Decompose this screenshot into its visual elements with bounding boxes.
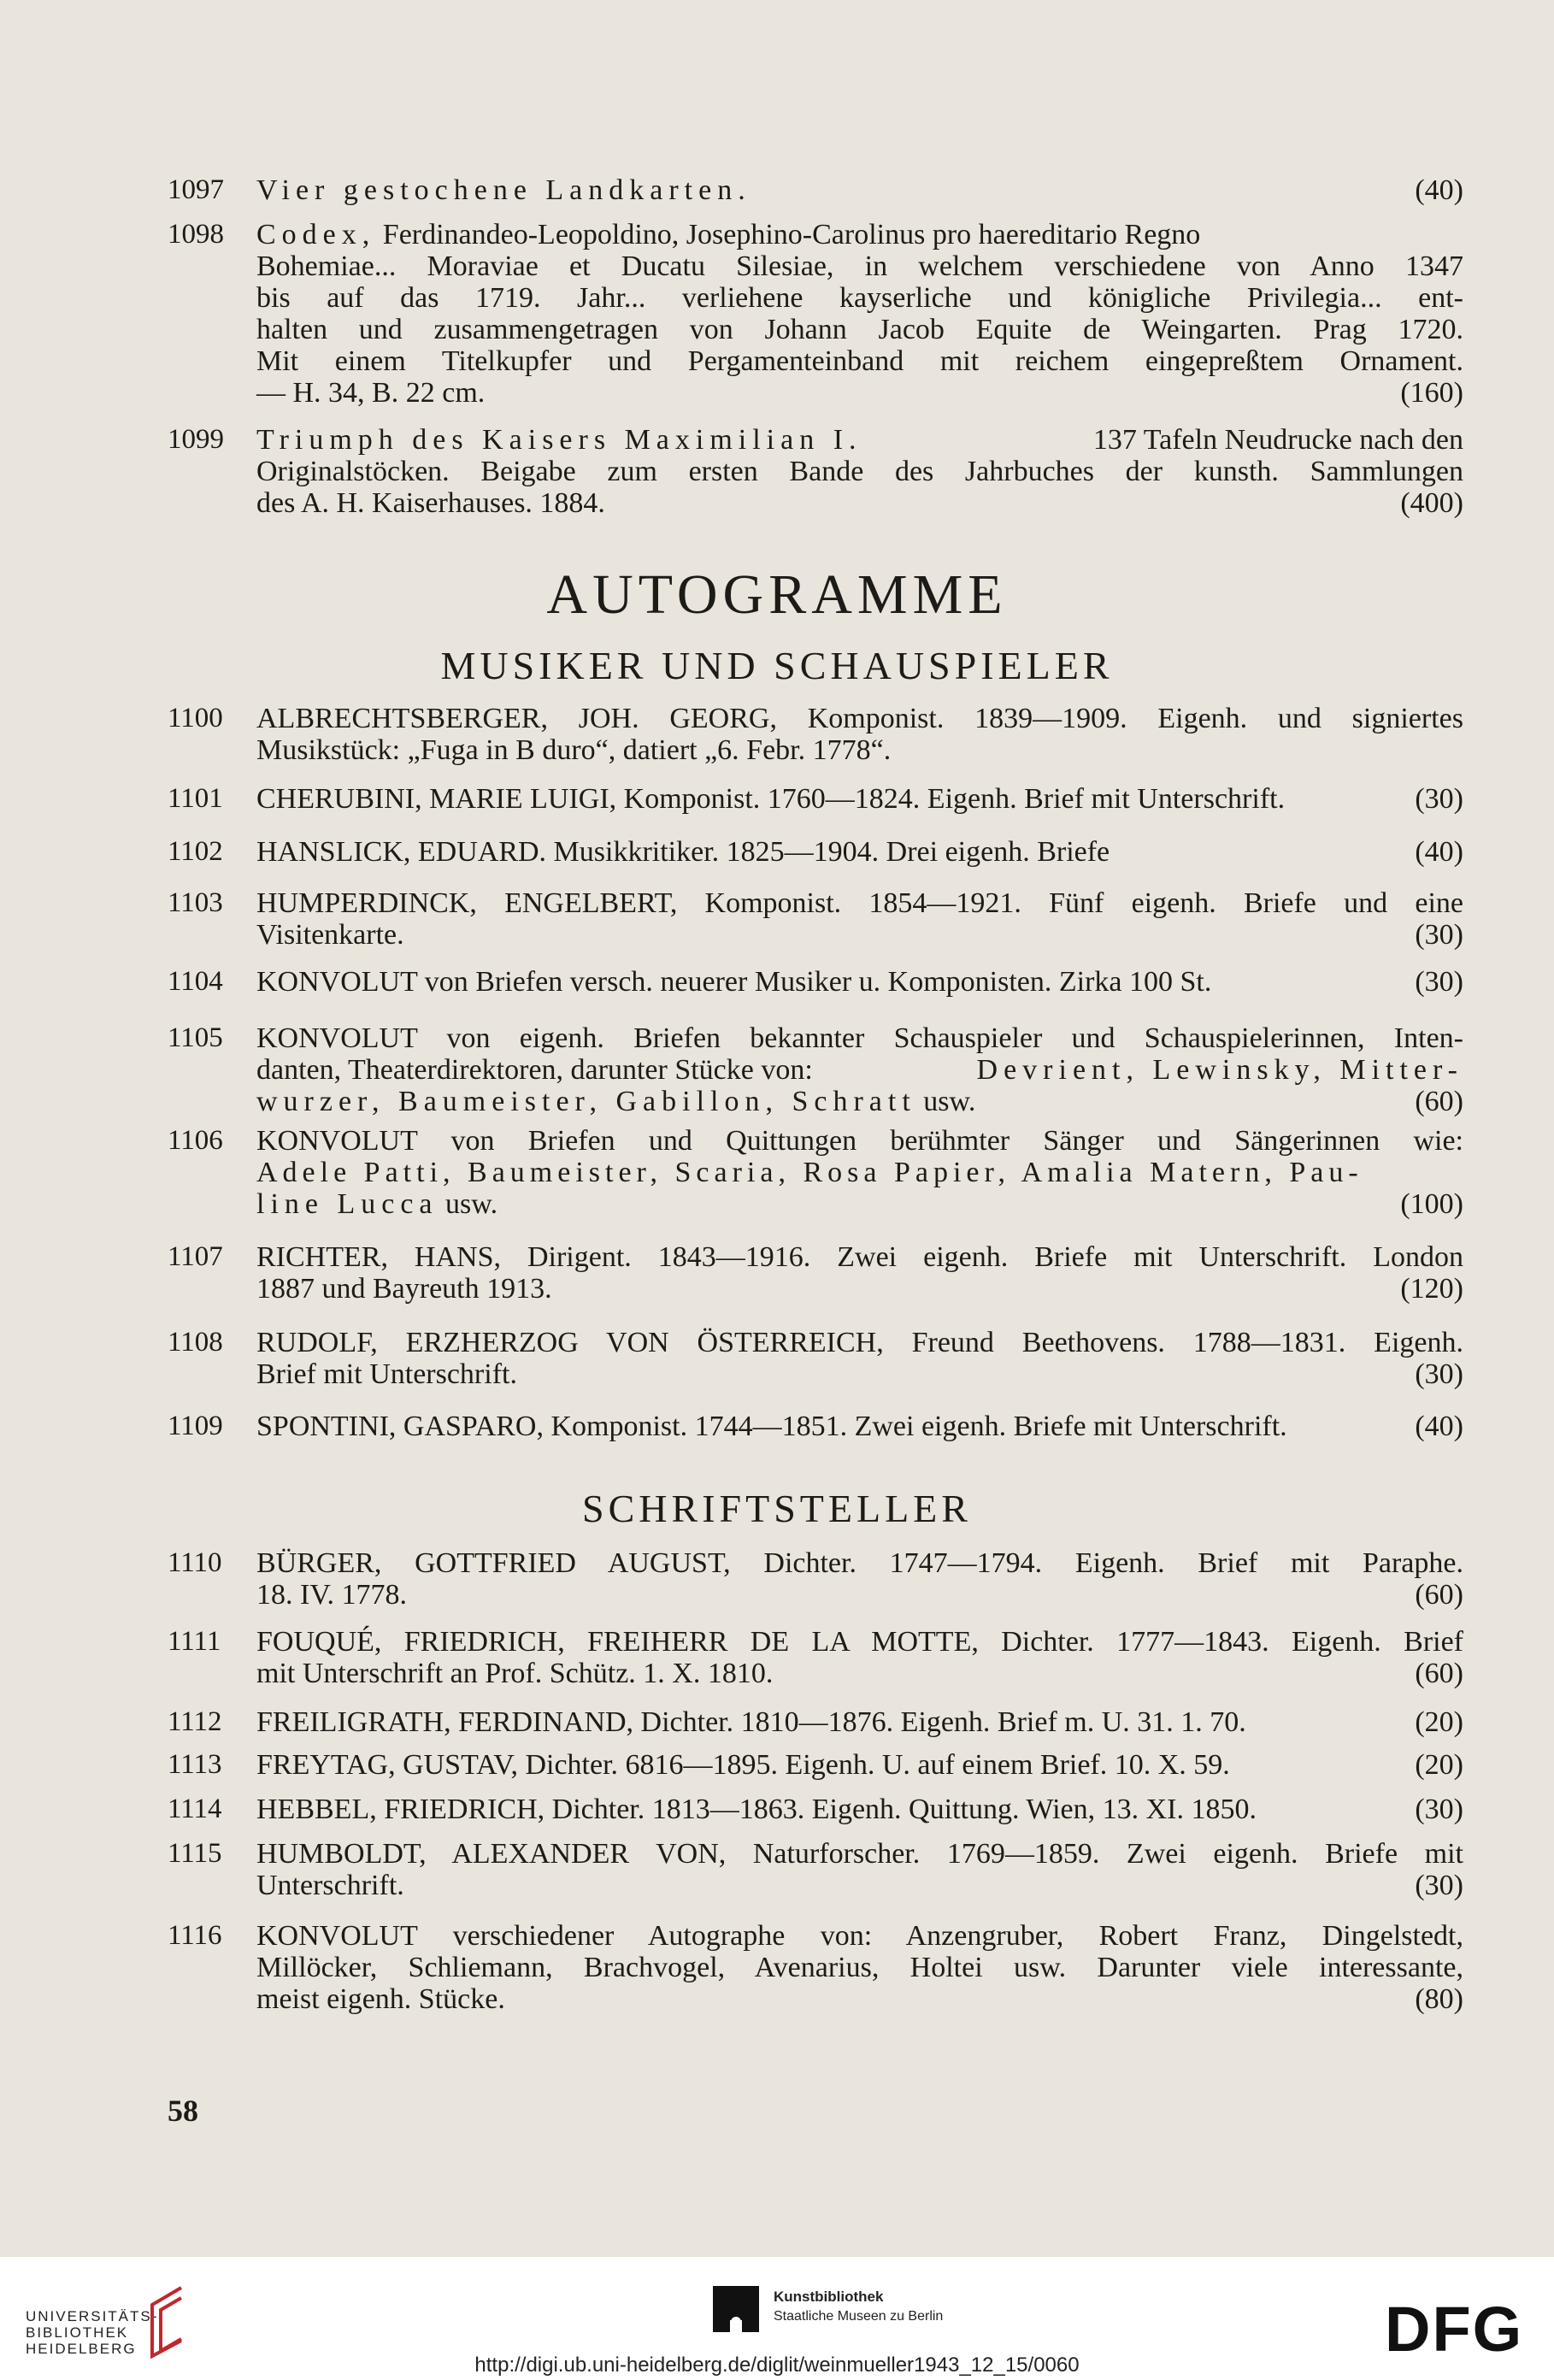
entry-text: HANSLICK, EDUARD. Musikkritiker. 1825—1904. Drei eigenh. Briefe (40) [256,836,1463,868]
university-library-name: UNIVERSITÄTS- BIBLIOTHEK HEIDELBERG [26,2308,159,2357]
entry-text: HUMBOLDT, ALEXANDER VON, Naturforscher. 1769—1859. Zwei eigenh. Briefe mit Unterschrift. (30) [256,1838,1463,1901]
lot-number: 1105 [168,1022,223,1053]
price: (30) [1415,966,1463,998]
page-number: 58 [168,2094,198,2128]
entry-text: HUMPERDINCK, ENGELBERT, Komponist. 1854—1921. Fünf eigenh. Briefe und eine Visitenkarte. (30) [256,887,1463,951]
lot-number: 1108 [168,1327,223,1358]
price: (20) [1415,1749,1463,1781]
lot-number: 1102 [168,836,223,867]
price: (40) [1415,1411,1463,1442]
price: (30) [1415,1870,1463,1901]
lot-number: 1100 [168,703,223,733]
lot-number: 1113 [168,1749,222,1780]
price: (30) [1415,919,1463,951]
dfg-logo: DFG [1385,2294,1524,2365]
heidelberg-logo-icon [144,2284,191,2361]
entry-text: BÜRGER, GOTTFRIED AUGUST, Dichter. 1747—1794. Eigenh. Brief mit Paraphe. 18. IV. 1778. (60) [256,1547,1463,1611]
entry-text: RICHTER, HANS, Dirigent. 1843—1916. Zwei eigenh. Briefe mit Unterschrift. London 1887 und Bayreuth 1913. (120) [256,1241,1463,1305]
lot-number: 1104 [168,966,223,997]
price: (60) [1415,1086,1463,1117]
price: (40) [1415,174,1463,206]
source-url[interactable]: http://digi.ub.uni-heidelberg.de/diglit/weinmueller1943_12_15/0060 [474,2353,1080,2377]
price: (400) [1400,487,1463,519]
entry-text: Triumph des Kaisers Maximilian I. 137 Tafeln Neudrucke nach den Originalstöcken. Beigabe zum ersten Bande des Jahrbuches der kunsth. Sammlungen des A. H. Kaiserhauses. 1884. (400) [256,424,1463,519]
entry-text: CHERUBINI, MARIE LUIGI, Komponist. 1760—1824. Eigenh. Brief mit Unterschrift. (30) [256,783,1463,815]
lot-number: 1103 [168,887,223,918]
lot-number: 1114 [168,1794,222,1824]
price: (160) [1400,377,1463,409]
entry-text: FREILIGRATH, FERDINAND, Dichter. 1810—1876. Eigenh. Brief m. U. 31. 1. 70. (20) [256,1706,1463,1738]
lot-number: 1116 [168,1920,222,1951]
kunstbibliothek-logo-icon [709,2283,762,2336]
lot-number: 1109 [168,1411,223,1441]
entry-text: FREYTAG, GUSTAV, Dichter. 6816—1895. Eigenh. U. auf einem Brief. 10. X. 59. (20) [256,1749,1463,1781]
lot-number: 1106 [168,1125,223,1156]
entry-title: Vier gestochene Landkarten. [256,174,751,206]
entry-title: Codex, [256,219,376,250]
entry-text: KONVOLUT von Briefen versch. neuerer Musiker u. Komponisten. Zirka 100 St. (30) [256,966,1463,998]
entry-text: KONVOLUT von Briefen und Quittungen berühmter Sänger und Sängerinnen wie: Adele Patti, Baumeister, Scaria, Rosa Papier, Amalia Matern, Pau- line Lucca usw. (100) [256,1125,1463,1220]
entry-text: RUDOLF, ERZHERZOG VON ÖSTERREICH, Freund Beethovens. 1788—1831. Eigenh. Brief mit Unterschrift. (30) [256,1327,1463,1390]
entry-text: HEBBEL, FRIEDRICH, Dichter. 1813—1863. Eigenh. Quittung. Wien, 13. XI. 1850. (30) [256,1794,1463,1825]
price: (80) [1415,1983,1463,2015]
lot-number: 1099 [168,424,224,455]
entry-text: FOUQUÉ, FRIEDRICH, FREIHERR DE LA MOTTE, Dichter. 1777—1843. Eigenh. Brief mit Unterschrift an Prof. Schütz. 1. X. 1810. (60) [256,1626,1463,1689]
entry-title: Triumph des Kaisers Maximilian I. [256,424,862,456]
subsection-heading-music: MUSIKER UND SCHAUSPIELER [440,644,1114,687]
entry-text: KONVOLUT von eigenh. Briefen bekannter Schauspieler und Schauspielerinnen, Inten- danten, Theaterdirektoren, darunter Stücke von: Devrient, Lewinsky, Mitter- wurzer, Baumeister, Gabillon, Schratt usw. (60) [256,1022,1463,1117]
lot-number: 1101 [168,783,223,814]
price: (60) [1415,1579,1463,1611]
entry-text: ALBRECHTSBERGER, JOH. GEORG, Komponist. 1839—1909. Eigenh. und signiertes Musikstück: „Fuga in B duro“, datiert „6. Febr. 1778“. [256,703,1463,766]
price: (30) [1415,1358,1463,1390]
entry-text [256,174,1463,206]
lot-number: 1098 [168,219,224,250]
lot-number: 1112 [168,1706,222,1737]
subsection-heading-writers: SCHRIFTSTELLER [582,1487,972,1530]
price: (30) [1415,783,1463,815]
kunstbibliothek-label: Kunstbibliothek Staatliche Museen zu Berlin [774,2289,944,2324]
price: (30) [1415,1794,1463,1825]
lot-number: 1110 [168,1547,222,1578]
entry-text: KONVOLUT verschiedener Autographe von: Anzengruber, Robert Franz, Dingelstedt, Millöcker, Schliemann, Brachvogel, Avenarius, Holtei usw. Darunter viele interessante, meist eigenh. Stücke. (80) [256,1920,1463,2015]
lot-number: 1111 [168,1626,221,1657]
entry-text: Codex, Ferdinandeo-Leopoldino, Josephino-Carolinus pro haereditario Regno Bohemiae... Moraviae et Ducatu Silesiae, in welchem verschiedene von Anno 1347 bis auf das 1719. Jahr... verliehene kayserliche und königliche Privilegia... ent- halten und zusammengetragen von Johann Jacob Equite de Weingarten. Prag 1720. Mit einem Titelkupfer und Pergamenteinband mit reichem eingepreßtem Ornament. — H. 34, B. 22 cm. (160) [256,219,1463,409]
section-heading: AUTOGRAMME [546,563,1008,626]
lot-number: 1115 [168,1838,222,1869]
price: (20) [1415,1706,1463,1738]
lot-number: 1097 [168,174,224,205]
price: (60) [1415,1658,1463,1689]
price: (40) [1415,836,1463,868]
price: (120) [1400,1273,1463,1305]
price: (100) [1400,1188,1463,1220]
entry-text: SPONTINI, GASPARO, Komponist. 1744—1851. Zwei eigenh. Briefe mit Unterschrift. (40) [256,1411,1463,1442]
lot-number: 1107 [168,1241,223,1272]
